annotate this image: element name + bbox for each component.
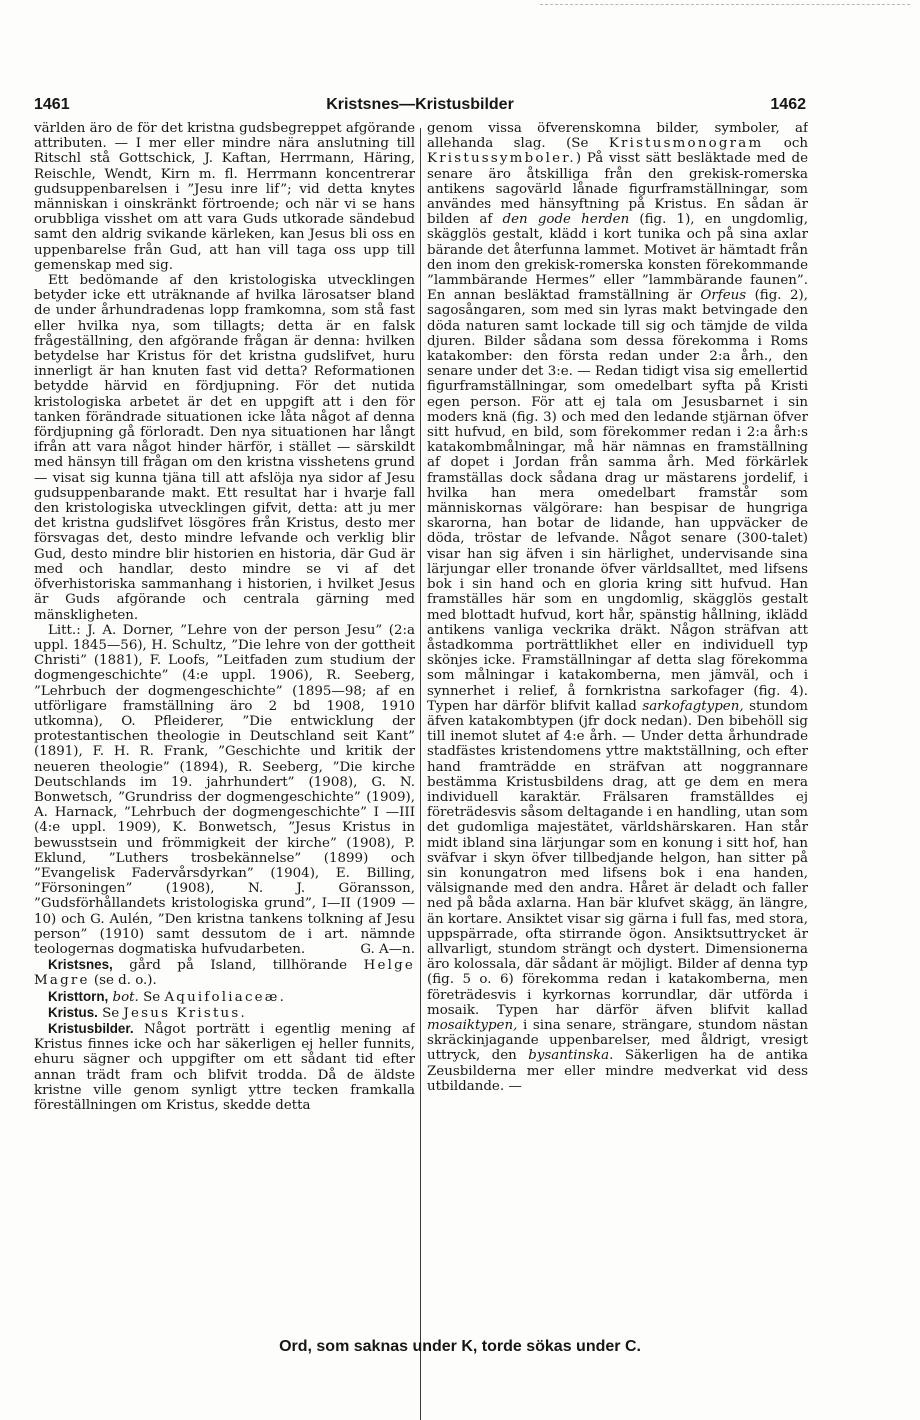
- entry-headword: Kristsnes,: [48, 957, 113, 973]
- author-signature: G. A—n.: [360, 941, 415, 957]
- cross-reference: Kristusmonogram: [608, 136, 764, 152]
- paragraph-kristusbilder-continued: [427, 121, 808, 1094]
- page-number-left: 1461: [34, 96, 70, 113]
- running-header: [34, 96, 806, 116]
- paragraph-ritschl-school: världen äro de för det kristna gudsbegreppet afgörande attributen. — I mer eller mindre nära anslutning till Ritschl stå Gottschick, J. Kaftan, Herrmann, Häring, Reischle, Wendt, Kirn m. fl. Herrmann koncentrerar gudsuppenbarelsen i ”Jesu inre lif”; vid detta knytes människan i oinskränkt förtroende; och när vi se hans orubbliga visshet om att vara Guds utkorade sändebud samt den aldrig svikande kärleken, kan Jesus bli oss en uppenbarelse från Gud, att han vill taga oss upp till gemenskap med sig.: [34, 121, 415, 273]
- body-text: (fig. 1), en ungdomlig, skägglös gestalt, klädd i kort tunika och på sina axlar bärande det återfunna lammet. Motivet är hämtadt från den inom den grekisk-romerska konsten förekommande ”lammbärande Hermes” eller ”lammbärande faunen”. En annan besläktad framställning är: [427, 212, 808, 304]
- running-title: Kristsnes—Kristusbilder: [326, 96, 514, 113]
- page-footer-note: Ord, som saknas under K, torde sökas under C.: [279, 1338, 641, 1355]
- body-text: och: [763, 136, 808, 152]
- emphasis-term: bysantinska.: [528, 1048, 614, 1064]
- entry-abbreviation: bot.: [112, 989, 139, 1005]
- entry-headword: Kristtorn,: [48, 988, 109, 1004]
- entry-text: gård på Island, tillhörande: [112, 958, 364, 974]
- cross-reference: Jesus Kristus.: [123, 1005, 247, 1021]
- body-text: ) På visst sätt besläktade med de senare äro åtskilliga från den grekisk-romerska antikens sagovärld lånade figurframställningar, som användes med hänsyftning på Kristus. En sådan är bilden af: [427, 151, 808, 228]
- entry-kristus: [34, 1005, 415, 1021]
- paragraph-christological-assessment: Ett bedömande af den kristologiska utvecklingen betyder icke ett uträknande af hvilka lärosatser bland de under århundradenas lopp framkomna, som stå fast eller hvilka nya, som tillagts; detta är en falsk frågeställning, den afgörande frågan är denna: hvilken betydelse har Kristus för det kristna gudslifvet, huru innerligt är han knuten fast vid detta? Reformationen betydde härvid en fördjupning. För det nutida kristologiska arbetet är det en uppgift att i den för tanken förändrade situationen icke låta något af denna fördjupning gå förloradt. Den nya situationen har långt ifrån att vara något hinder härför, i stället — särskildt med hänsyn till frågan om den kristna visshetens grund — visat sig kunna tjäna till att afslöja nya sidor af Jesu gudsuppenbarande makt. Ett resultat har i hvarje fall den kristologiska utvecklingen gifvit, detta: att ju mer det kristna gudslifvet lösgöres från Kristus, desto mer försvagas det, desto mindre lefvande och verklig blir Gud, desto mindre blir historien en historia, där Gud är med och handlar, desto mindre se vi af det öfverhistoriska sammanhang i historien, i hvilket Jesus är Guds afgörande och centrala gärning med mänskligheten.: [34, 273, 415, 623]
- entry-headword: Kristusbilder.: [48, 1020, 134, 1036]
- entry-kristtorn: [34, 989, 415, 1005]
- page-number-right: 1462: [770, 96, 806, 113]
- entry-kristsnes: [34, 957, 415, 988]
- body-text: (fig. 2), sagosångaren, som med sin lyras makt betvingade den döda naturen samt lockade till sig och tämjde de vilda djuren. Bilder sådana som dessa förekomma i Roms katakomber: den första redan under 2:a årh., den senare under det 3:e. — Redan tidigt visa sig emellertid figurframställningar, som omedelbart syfta på Kristi egen person. För att ej tala om Jesusbarnet i sin moders knä (fig. 3) och med den ledande stjärnan öfver sitt hufvud, en bild, som förekommer redan i 2:a årh:s katakombmålningar, må här nämnas en framställning af dopet i Jordan från samma årh. Med förkärlek framställas dock sådana drag ur mästarens jordelif, i hvilka han mera omedelbart framstår som människornas välgörare: han bespisar de hungriga skarorna, han botar de lidande, han uppväcker de döda, tröstar de lefvande. Något senare (300-talet) visar han sig äfven i sin härlighet, undervisande sina lärjungar eller tronande öfver världsalltet, med lifsens bok i sin hand och en gloria kring sitt hufvud. Han framställes här som en ungdomlig, skägglös gestalt med blottadt hufvud, kort hår, spänstig hållning, iklädd antikens vanliga veckrika dräkt. Någon sträfvan att åstadkomma porträttlikhet eller en individuell typ skönjes icke. Framställningar af detta slag förekomma som målningar i katakomberna, men jämväl, och i synnerhet i relief, å fornkristna sarkofager (fig. 4). Typen har därför blifvit kallad: [427, 288, 808, 714]
- body-text: stundom äfven katakombtypen (jfr dock nedan). Den bibehöll sig till inemot slutet af 4:e årh. — Under detta århundrade stadfästes kristendomens yttre maktställning, och efter hand framträdde en sträfvan att noggrannare bestämma Kristusbildens drag, att ge dem en mera individuell karaktär. Frälsaren framställdes ej företrädesvis såsom deltagande i en handling, utan som det gudomliga majestätet, världshärskaren. Han står midt ibland sina lärjungar som en konung i sitt hof, han sväfvar i skyn öfver tillbedjande helgon, han sitter på sin konungatron med lifsens bok i ena handen, välsignande med den andra. Håret är deladt och faller ned på båda axlarna. Han bär klufvet skägg, än längre, än kortare. Ansiktet visar sig gärna i full fas, med stora, uppspärrade, ofta stirrande ögon. Ansiktsuttrycket är allvarligt, stundom strängt och dystert. Dimensionerna äro kolossala, där sådant är möjligt. Bilder af denna typ (fig. 5 o. 6) förekomma redan i katakomberna, men företrädesvis i kyrkornas korrundlar, där utförda i mosaik. Typen har därför äfven blifvit kallad: [427, 698, 808, 1018]
- entry-text: Se: [97, 1005, 124, 1021]
- body-text: genom vissa öfverenskomna bilder, symboler, af allehanda slag. (Se: [427, 121, 808, 152]
- right-column: [427, 121, 808, 1331]
- entry-kristusbilder: [34, 1021, 415, 1113]
- emphasis-term: den gode herden: [502, 212, 630, 228]
- paragraph-literature: [34, 623, 415, 957]
- literature-text: Litt.: J. A. Dorner, ”Lehre von der person Jesu” (2:a uppl. 1845—56), H. Schultz, ”Die lehre von der gottheit Christi” (1881), F. Loofs, ”Leitfaden zum studium der dogmengeschichte” (4:e uppl. 1906), R. Seeberg, ”Lehrbuch der dogmengeschichte” (1895—98; af en utförligare framställning äro 2 bd 1908, 1910 utkomna), O. Pfleiderer, ”Die entwicklung der protestantischen theologie in Deutschland seit Kant” (1891), F. H. R. Frank, ”Geschichte und kritik der neueren theologie” (1894), R. Seeberg, ”Die kirche Deutschlands im 19. jahrhundert” (1908), G. N. Bonwetsch, ”Grundriss der dogmengeschichte” (1909), A. Harnack, ”Lehrbuch der dogmengeschichte” I —III (4:e uppl. 1909), K. Bonwetsch, ”Jesus Kristus in bewusstsein und frömmigkeit der kirche” (1908), P. Eklund, ”Luthers trosbekännelse” (1899) och ”Evangelisk Fadervårsdyrkan” (1904), E. Billing, ”Försoningen” (1908), N. J. Göransson, ”Gudsförhållandets kristologiska grund”, I—II (1909 —10) och G. Aulén, ”Den kristna tankens tolkning af Jesu person” (1910) samt dessutom de i art. nämnde teologernas dogmatiska hufvudarbeten.: [34, 622, 415, 957]
- entry-headword: Kristus.: [48, 1004, 98, 1020]
- left-column: [34, 121, 415, 1331]
- entry-text: Se: [138, 989, 165, 1005]
- cross-reference: Aquifoliaceæ.: [164, 989, 287, 1005]
- scan-edge-line: [540, 4, 910, 5]
- cross-reference: Kristussymboler.: [427, 151, 576, 167]
- cross-reference: Helge Magre: [34, 958, 415, 989]
- body-text: i sina senare, strängare, stundom nästan skräckinjagande uppenbarelser, med åldrigt, vresigt uttryck, den: [427, 1017, 808, 1064]
- entry-text: Något porträtt i egentlig mening af Kristus finnes icke och har säkerligen ej heller funnits, ehuru sägner och uppgifter om ett sådant tid efter annan trädt fram och blifvit trodda. Då de äldste kristne ville genom synligt yttre tecken framkalla föreställningen om Kristus, skedde detta: [34, 1021, 415, 1113]
- column-divider: [420, 128, 421, 1420]
- emphasis-term: mosaiktypen,: [427, 1017, 518, 1033]
- emphasis-term: sarkofagtypen,: [642, 698, 744, 714]
- body-text: Säkerligen ha de antika Zeusbilderna mer eller mindre medverkat vid dess utbildande. —: [427, 1048, 808, 1094]
- emphasis-term: Orfeus: [700, 288, 747, 304]
- entry-text: (se d. o.).: [89, 973, 157, 989]
